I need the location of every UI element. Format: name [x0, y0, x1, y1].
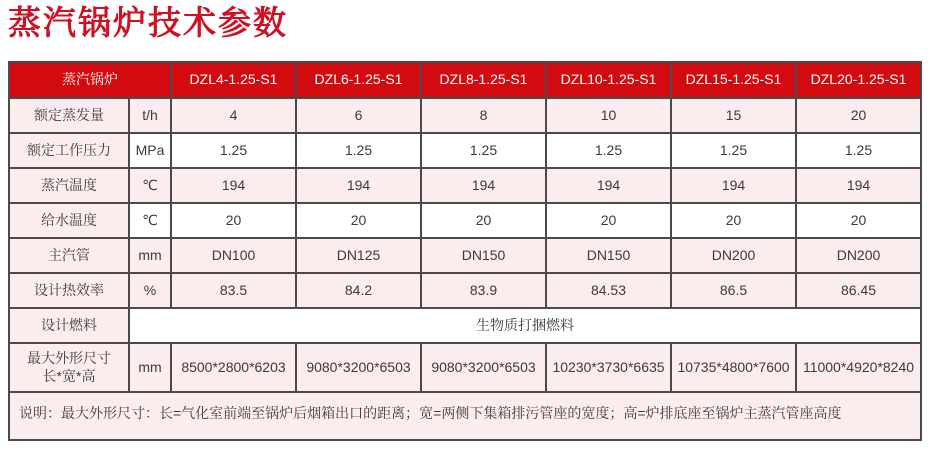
table-row: [9, 273, 921, 308]
value-cell: DN200: [796, 238, 921, 273]
value-cell: 15: [671, 98, 796, 133]
model-header: DZL10-1.25-S1: [546, 62, 671, 98]
value-cell: 86.5: [671, 273, 796, 308]
value-cell: 194: [671, 168, 796, 203]
value-cell: 9080*3200*6503: [296, 343, 421, 392]
value-cell: 1.25: [796, 133, 921, 168]
note-row: [9, 392, 921, 440]
value-cell: 10: [546, 98, 671, 133]
table-note: 说明：最大外形尺寸：长=气化室前端至锅炉后烟箱出口的距离；宽=两侧下集箱排污管座的宽度；高=炉排底座至锅炉主蒸汽管座高度: [9, 392, 921, 440]
value-cell: 6: [296, 98, 421, 133]
value-cell: 84.2: [296, 273, 421, 308]
value-cell: 84.53: [546, 273, 671, 308]
value-cell: 86.45: [796, 273, 921, 308]
unit-cell: ℃: [129, 168, 171, 203]
row-label: 设计热效率: [9, 273, 129, 308]
table-row: [9, 308, 921, 343]
value-cell: 20: [421, 203, 546, 238]
table-row: [9, 238, 921, 273]
spec-table: [8, 61, 922, 441]
unit-cell: mm: [129, 343, 171, 392]
value-cell: 194: [296, 168, 421, 203]
value-cell: 8: [421, 98, 546, 133]
value-cell: 20: [796, 203, 921, 238]
table-row: [9, 98, 921, 133]
value-cell: 10230*3730*6635: [546, 343, 671, 392]
page-title: 蒸汽锅炉技术参数: [8, 4, 288, 41]
value-cell: 20: [296, 203, 421, 238]
value-cell: 20: [796, 98, 921, 133]
row-label: 额定蒸发量: [9, 98, 129, 133]
row-label: 额定工作压力: [9, 133, 129, 168]
row-label-line2: 长*宽*高: [42, 367, 96, 384]
merged-value-cell: 生物质打捆燃料: [129, 308, 921, 343]
unit-cell: %: [129, 273, 171, 308]
value-cell: 9080*3200*6503: [421, 343, 546, 392]
table-header-row: [9, 62, 921, 98]
table-body: [9, 98, 921, 392]
model-header: DZL8-1.25-S1: [421, 62, 546, 98]
table-row: [9, 203, 921, 238]
table-row: [9, 168, 921, 203]
unit-cell: ℃: [129, 203, 171, 238]
value-cell: DN125: [296, 238, 421, 273]
value-cell: 8500*2800*6203: [171, 343, 296, 392]
value-cell: 1.25: [296, 133, 421, 168]
value-cell: 83.5: [171, 273, 296, 308]
value-cell: 1.25: [671, 133, 796, 168]
value-cell: 20: [171, 203, 296, 238]
value-cell: 194: [171, 168, 296, 203]
model-header: DZL20-1.25-S1: [796, 62, 921, 98]
unit-cell: mm: [129, 238, 171, 273]
value-cell: 194: [546, 168, 671, 203]
row-label: 设计燃料: [9, 308, 129, 343]
value-cell: DN200: [671, 238, 796, 273]
value-cell: 20: [546, 203, 671, 238]
value-cell: 10735*4800*7600: [671, 343, 796, 392]
row-label-line1: 最大外形尺寸: [27, 350, 111, 366]
value-cell: DN100: [171, 238, 296, 273]
corner-header: 蒸汽锅炉: [9, 62, 171, 98]
value-cell: 20: [671, 203, 796, 238]
model-header: DZL15-1.25-S1: [671, 62, 796, 98]
value-cell: 194: [796, 168, 921, 203]
value-cell: 4: [171, 98, 296, 133]
unit-cell: MPa: [129, 133, 171, 168]
value-cell: 83.9: [421, 273, 546, 308]
value-cell: 194: [421, 168, 546, 203]
row-label: 主汽管: [9, 238, 129, 273]
table-row: [9, 133, 921, 168]
value-cell: 11000*4920*8240: [796, 343, 921, 392]
table-row: [9, 343, 921, 392]
value-cell: DN150: [421, 238, 546, 273]
row-label: 蒸汽温度: [9, 168, 129, 203]
value-cell: 1.25: [171, 133, 296, 168]
unit-cell: t/h: [129, 98, 171, 133]
value-cell: 1.25: [421, 133, 546, 168]
row-label: [9, 343, 129, 392]
model-header: DZL4-1.25-S1: [171, 62, 296, 98]
value-cell: 1.25: [546, 133, 671, 168]
row-label: 给水温度: [9, 203, 129, 238]
value-cell: DN150: [546, 238, 671, 273]
model-header: DZL6-1.25-S1: [296, 62, 421, 98]
